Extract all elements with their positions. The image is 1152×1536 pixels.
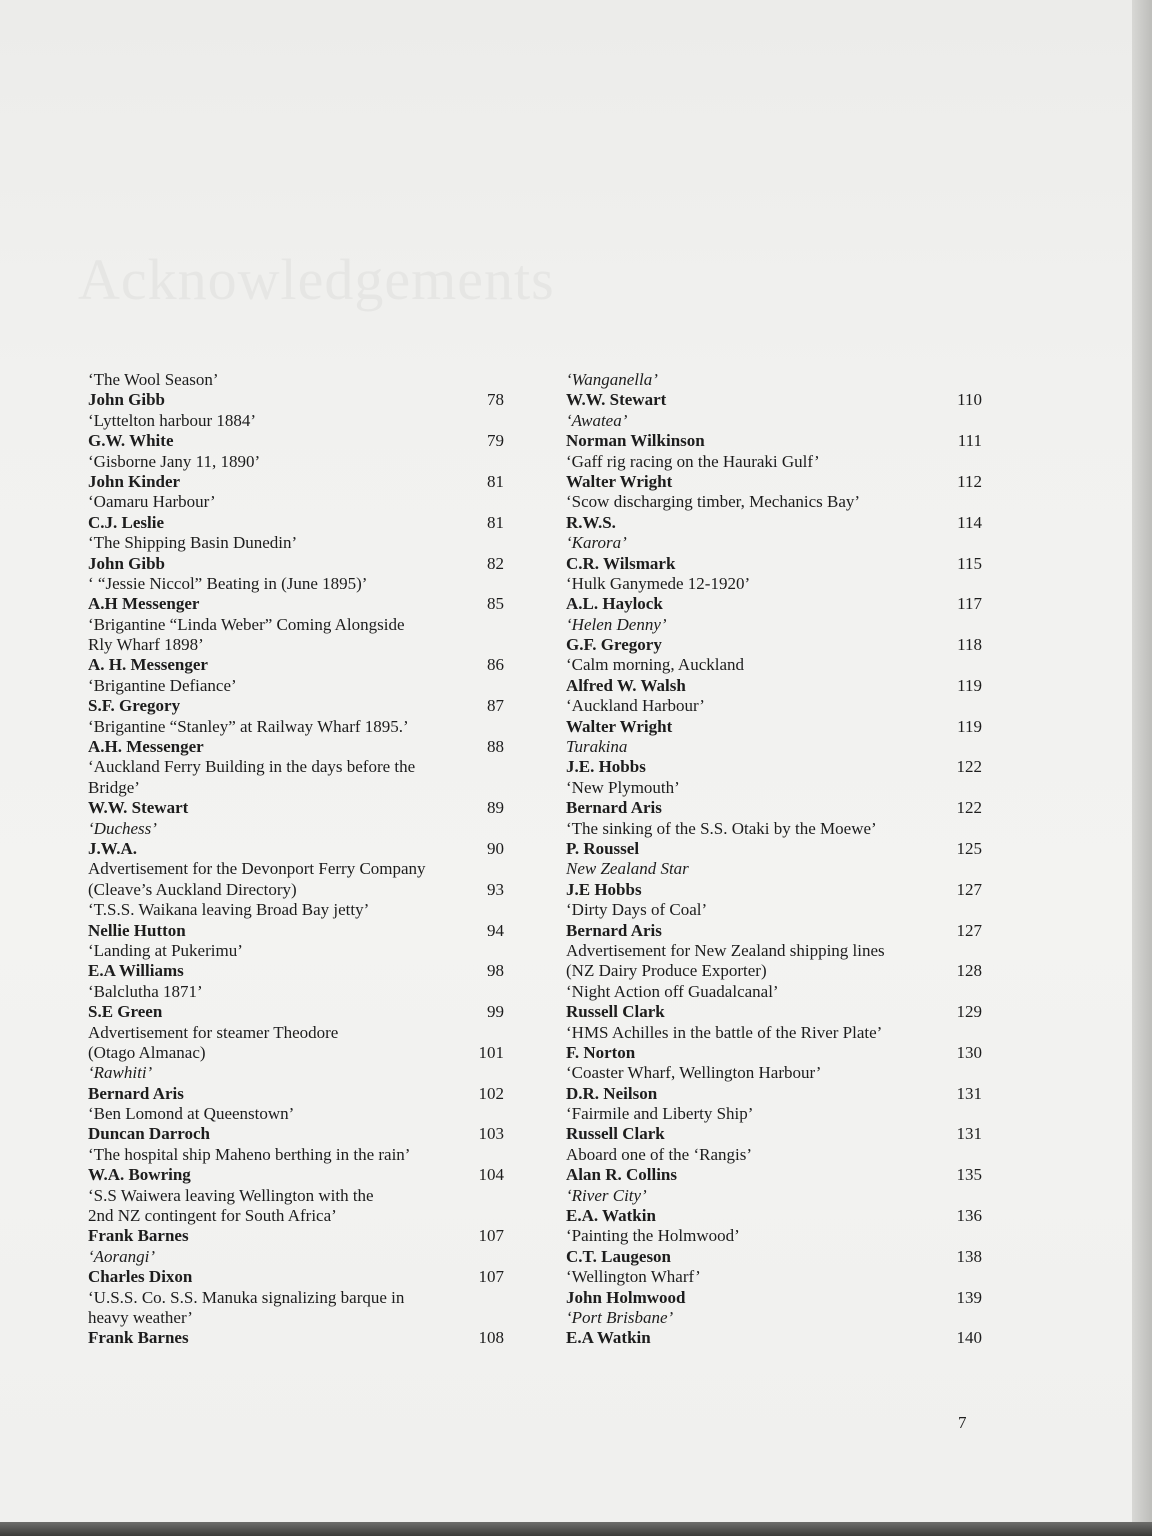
artwork-title-line — [88, 1247, 504, 1267]
artwork-title: ‘Scow discharging timber, Mechanics Bay’ — [566, 492, 861, 512]
artwork-title: ‘Auckland Ferry Building in the days before the — [88, 757, 416, 777]
artwork-title: ‘Aorangi’ — [88, 1246, 156, 1266]
page-edge-right — [1132, 0, 1152, 1536]
artist-credit-line — [88, 472, 504, 492]
artist-name: C.J. Leslie — [88, 512, 165, 532]
artwork-title-line — [566, 961, 982, 981]
artwork-title-line — [88, 1206, 504, 1226]
page-reference: 104 — [478, 1165, 504, 1185]
artist-credit-line — [566, 1288, 982, 1308]
page-reference: 127 — [956, 879, 982, 899]
artist-credit-line — [566, 431, 982, 451]
page-reference: 129 — [956, 1002, 982, 1022]
artwork-title: 2nd NZ contingent for South Africa’ — [88, 1206, 337, 1226]
page-reference: 119 — [957, 675, 982, 695]
artwork-title-line — [88, 615, 504, 635]
artwork-title-line — [566, 492, 982, 512]
artwork-title-line — [88, 1308, 504, 1328]
artwork-title-line — [88, 717, 504, 737]
artist-name: W.W. Stewart — [566, 390, 667, 410]
artwork-title-line — [88, 778, 504, 798]
page-reference: 86 — [487, 655, 504, 675]
artist-name: G.W. White — [88, 431, 174, 451]
artist-name: Charles Dixon — [88, 1267, 193, 1287]
artist-credit-line — [566, 839, 982, 859]
artist-name: F. Norton — [566, 1042, 636, 1062]
page-reference: 138 — [956, 1246, 982, 1266]
faded-heading: Acknowledgements — [78, 247, 555, 312]
artist-credit-line — [88, 1226, 504, 1246]
page-reference: 139 — [956, 1287, 982, 1307]
artist-name: Bernard Aris — [566, 920, 662, 940]
artist-name: Russell Clark — [566, 1002, 665, 1022]
artwork-title: ‘Oamaru Harbour’ — [88, 492, 216, 512]
artwork-title: ‘New Plymouth’ — [566, 777, 680, 797]
artist-name: R.W.S. — [566, 512, 616, 532]
artwork-title: ‘Auckland Harbour’ — [566, 696, 705, 716]
page-reference: 88 — [487, 737, 504, 757]
artwork-title: ‘Wellington Wharf’ — [566, 1267, 701, 1287]
artwork-title: ‘ “Jessie Niccol” Beating in (June 1895)’ — [88, 573, 368, 593]
artwork-title: ‘Wanganella’ — [566, 370, 658, 389]
artwork-title-line — [88, 819, 504, 839]
artist-name: Bernard Aris — [88, 1083, 184, 1103]
page-reference: 103 — [478, 1124, 504, 1144]
artwork-title-line — [88, 859, 504, 879]
artwork-title-line — [566, 574, 982, 594]
page-reference: 101 — [478, 1042, 504, 1062]
page-reference: 125 — [956, 838, 982, 858]
artwork-title: ‘T.S.S. Waikana leaving Broad Bay jetty’ — [88, 900, 370, 920]
artist-credit-line — [566, 1084, 982, 1104]
page-reference: 85 — [487, 594, 504, 614]
artist-name: Duncan Darroch — [88, 1124, 210, 1144]
artwork-title: ‘The Shipping Basin Dunedin’ — [88, 533, 298, 553]
artist-credit-line — [566, 1124, 982, 1144]
artist-name: John Gibb — [88, 553, 166, 573]
artist-credit-line — [88, 1002, 504, 1022]
artist-name: Russell Clark — [566, 1124, 665, 1144]
artwork-title-line — [566, 1104, 982, 1124]
artist-credit-line — [88, 431, 504, 451]
page-reference: 130 — [956, 1042, 982, 1062]
artist-credit-line — [88, 921, 504, 941]
page-reference: 90 — [487, 838, 504, 858]
artwork-title-line — [566, 778, 982, 798]
artist-name: P. Roussel — [566, 838, 640, 858]
artist-name: C.R. Wilsmark — [566, 553, 676, 573]
page-reference: 110 — [957, 390, 982, 410]
artwork-title-line — [566, 859, 982, 879]
artist-credit-line — [566, 757, 982, 777]
page-reference: 112 — [957, 471, 982, 491]
artwork-title: ‘Gisborne Jany 11, 1890’ — [88, 451, 261, 471]
artist-credit-line — [88, 1084, 504, 1104]
artist-name: J.W.A. — [88, 838, 137, 858]
artist-name: A.L. Haylock — [566, 594, 663, 614]
artwork-title: ‘Night Action off Guadalcanal’ — [566, 981, 779, 1001]
page-reference: 140 — [956, 1328, 982, 1348]
artist-credit-line — [88, 1328, 504, 1348]
artist-name: Alan R. Collins — [566, 1165, 677, 1185]
artist-name: E.A. Watkin — [566, 1206, 656, 1226]
artwork-title: ‘Brigantine “Stanley” at Railway Wharf 1895.’ — [88, 716, 409, 736]
artwork-title: ‘Dirty Days of Coal’ — [566, 900, 708, 920]
artist-credit-line — [566, 554, 982, 574]
artist-credit-line — [566, 676, 982, 696]
artist-credit-line — [566, 1002, 982, 1022]
artist-credit-line — [566, 880, 982, 900]
artwork-title: ‘Duchess’ — [88, 818, 157, 838]
page-reference: 131 — [956, 1083, 982, 1103]
artist-name: S.F. Gregory — [88, 696, 181, 716]
page-reference: 117 — [957, 594, 982, 614]
artwork-title: ‘S.S Waiwera leaving Wellington with the — [88, 1185, 374, 1205]
artwork-title: ‘Karora’ — [566, 533, 627, 553]
artist-credit-line — [88, 1267, 504, 1287]
page-reference: 122 — [956, 757, 982, 777]
artwork-title: ‘Hulk Ganymede 12-1920’ — [566, 573, 751, 593]
artist-name: Walter Wright — [566, 471, 673, 491]
artist-name: John Kinder — [88, 471, 181, 491]
artwork-title: New Zealand Star — [566, 859, 689, 879]
artist-credit-line — [88, 696, 504, 716]
page-reference: 94 — [487, 920, 504, 940]
artist-name: J.E. Hobbs — [566, 757, 646, 777]
artwork-title-line — [88, 411, 504, 431]
page-reference: 127 — [956, 920, 982, 940]
artwork-title-line — [88, 1023, 504, 1043]
credits-column-left — [88, 370, 504, 1349]
artwork-title: ‘Landing at Pukerimu’ — [88, 940, 243, 960]
artwork-title-line — [88, 900, 504, 920]
artist-credit-line — [88, 1124, 504, 1144]
artist-name: W.A. Bowring — [88, 1165, 191, 1185]
page-reference: 81 — [487, 471, 504, 491]
artwork-title: ‘Painting the Holmwood’ — [566, 1226, 740, 1246]
artwork-title-line — [566, 370, 982, 390]
artist-name: E.A Watkin — [566, 1328, 651, 1348]
artist-name: Frank Barnes — [88, 1328, 189, 1348]
artwork-title-line — [88, 1043, 504, 1063]
artwork-title-line — [88, 1288, 504, 1308]
artist-credit-line — [566, 635, 982, 655]
artist-credit-line — [566, 798, 982, 818]
page-reference: 107 — [478, 1267, 504, 1287]
artwork-title-line — [566, 1186, 982, 1206]
artwork-title-line — [566, 1308, 982, 1328]
artwork-title-line — [566, 655, 982, 675]
artwork-title-line — [88, 635, 504, 655]
artist-name: S.E Green — [88, 1002, 163, 1022]
artwork-title-line — [88, 1145, 504, 1165]
artist-name: John Holmwood — [566, 1287, 686, 1307]
artist-name: Frank Barnes — [88, 1226, 189, 1246]
artwork-title-line — [88, 982, 504, 1002]
artist-credit-line — [566, 594, 982, 614]
artist-credit-line — [88, 655, 504, 675]
artwork-title-line — [88, 492, 504, 512]
artist-name: J.E Hobbs — [566, 879, 642, 899]
artwork-title-line — [566, 1226, 982, 1246]
page-reference: 115 — [957, 553, 982, 573]
artist-credit-line — [566, 472, 982, 492]
artwork-title-line — [566, 819, 982, 839]
artist-credit-line — [88, 554, 504, 574]
artwork-title: ‘Balclutha 1871’ — [88, 981, 203, 1001]
artwork-title: ‘The hospital ship Maheno berthing in the rain’ — [88, 1144, 411, 1164]
artwork-title-line — [88, 880, 504, 900]
page-edge-bottom — [0, 1522, 1152, 1536]
artwork-title-line — [566, 1145, 982, 1165]
artwork-title-line — [566, 452, 982, 472]
page-reference: 78 — [487, 390, 504, 410]
artwork-title: ‘HMS Achilles in the battle of the River Plate’ — [566, 1022, 883, 1042]
page-reference: 99 — [487, 1002, 504, 1022]
artwork-title-line — [88, 452, 504, 472]
artist-name: W.W. Stewart — [88, 798, 189, 818]
artist-name: A. H. Messenger — [88, 655, 208, 675]
page-reference: 79 — [487, 431, 504, 451]
artist-credit-line — [566, 1328, 982, 1348]
artwork-title: ‘Brigantine “Linda Weber” Coming Alongside — [88, 614, 405, 634]
page-reference: 89 — [487, 798, 504, 818]
artwork-title: ‘Calm morning, Auckland — [566, 655, 745, 675]
artist-name: Alfred W. Walsh — [566, 675, 686, 695]
artwork-title: Bridge’ — [88, 777, 140, 797]
artwork-title: Advertisement for New Zealand shipping lines — [566, 940, 885, 960]
artist-credit-line — [88, 1165, 504, 1185]
artist-credit-line — [566, 717, 982, 737]
page-reference: 111 — [957, 431, 982, 451]
artist-name: Walter Wright — [566, 716, 673, 736]
artist-name: E.A Williams — [88, 961, 184, 981]
artwork-title-line — [88, 370, 504, 390]
artist-credit-line — [566, 513, 982, 533]
artist-name: G.F. Gregory — [566, 635, 662, 655]
artwork-title-line — [88, 676, 504, 696]
artwork-title: ‘U.S.S. Co. S.S. Manuka signalizing barque in — [88, 1287, 405, 1307]
artwork-title: Advertisement for the Devonport Ferry Company — [88, 859, 426, 879]
artwork-title-line — [88, 941, 504, 961]
artist-name: D.R. Neilson — [566, 1083, 658, 1103]
artist-name: C.T. Laugeson — [566, 1246, 672, 1266]
artwork-title: ‘The Wool Season’ — [88, 370, 219, 389]
artwork-title: (Cleave’s Auckland Directory) — [88, 879, 297, 899]
artwork-title-line — [88, 533, 504, 553]
artwork-title-line — [566, 982, 982, 1002]
artist-credit-line — [88, 839, 504, 859]
page-reference: 98 — [487, 961, 504, 981]
artwork-title-line — [566, 1023, 982, 1043]
artist-credit-line — [88, 798, 504, 818]
artwork-title: heavy weather’ — [88, 1307, 193, 1327]
artwork-title-line — [566, 941, 982, 961]
artist-credit-line — [88, 594, 504, 614]
artist-credit-line — [88, 390, 504, 410]
artwork-title-line — [566, 696, 982, 716]
artist-credit-line — [566, 390, 982, 410]
artwork-title: ‘River City’ — [566, 1185, 647, 1205]
credits-column-right — [566, 370, 982, 1349]
artwork-title-line — [88, 574, 504, 594]
artwork-title: Aboard one of the ‘Rangis’ — [566, 1144, 753, 1164]
page-reference: 135 — [956, 1165, 982, 1185]
artwork-title: ‘Coaster Wharf, Wellington Harbour’ — [566, 1063, 822, 1083]
artwork-title: ‘Port Brisbane’ — [566, 1307, 674, 1327]
page-number: 7 — [958, 1413, 967, 1432]
artwork-title: ‘The sinking of the S.S. Otaki by the Moewe’ — [566, 818, 877, 838]
artwork-title-line — [566, 1063, 982, 1083]
artwork-title: Turakina — [566, 737, 628, 757]
artwork-title-line — [566, 1267, 982, 1287]
artwork-title-line — [566, 615, 982, 635]
page-reference: 118 — [957, 635, 982, 655]
page-reference: 128 — [956, 961, 982, 981]
artwork-title: Advertisement for steamer Theodore — [88, 1022, 339, 1042]
page-reference: 131 — [956, 1124, 982, 1144]
artist-credit-line — [566, 1043, 982, 1063]
artist-credit-line — [566, 1206, 982, 1226]
artist-name: A.H. Messenger — [88, 737, 204, 757]
page-reference: 119 — [957, 716, 982, 736]
page-reference: 82 — [487, 553, 504, 573]
page-reference: 81 — [487, 512, 504, 532]
artwork-title-line — [566, 411, 982, 431]
artwork-title: ‘Brigantine Defiance’ — [88, 675, 237, 695]
page-reference: 87 — [487, 696, 504, 716]
artwork-title: ‘Gaff rig racing on the Hauraki Gulf’ — [566, 451, 820, 471]
artwork-title-line — [566, 737, 982, 757]
artwork-title: ‘Awatea’ — [566, 410, 628, 430]
artist-credit-line — [88, 737, 504, 757]
artist-name: Nellie Hutton — [88, 920, 186, 940]
page-reference: 136 — [956, 1206, 982, 1226]
artwork-title-line — [88, 757, 504, 777]
artwork-title-line — [88, 1063, 504, 1083]
artist-name: Bernard Aris — [566, 798, 662, 818]
artwork-title-line — [566, 900, 982, 920]
artist-credit-line — [88, 513, 504, 533]
page-reference: 108 — [478, 1328, 504, 1348]
page-reference: 93 — [487, 879, 504, 899]
artist-name: John Gibb — [88, 390, 166, 410]
artwork-title: (NZ Dairy Produce Exporter) — [566, 961, 767, 981]
page-reference: 114 — [957, 512, 982, 532]
artwork-title: (Otago Almanac) — [88, 1042, 206, 1062]
artist-credit-line — [566, 1165, 982, 1185]
artwork-title: ‘Rawhiti’ — [88, 1063, 153, 1083]
artwork-title-line — [88, 1186, 504, 1206]
artwork-title: ‘Helen Denny’ — [566, 614, 667, 634]
artwork-title: Rly Wharf 1898’ — [88, 635, 204, 655]
artwork-title-line — [88, 1104, 504, 1124]
artwork-title: ‘Lyttelton harbour 1884’ — [88, 410, 257, 430]
artwork-title-line — [566, 533, 982, 553]
artist-name: A.H Messenger — [88, 594, 200, 614]
artist-credit-line — [88, 961, 504, 981]
artist-credit-line — [566, 1247, 982, 1267]
artwork-title: ‘Ben Lomond at Queenstown’ — [88, 1104, 295, 1124]
page-reference: 122 — [956, 798, 982, 818]
artwork-title: ‘Fairmile and Liberty Ship’ — [566, 1104, 754, 1124]
page-reference: 102 — [478, 1083, 504, 1103]
artist-name: Norman Wilkinson — [566, 431, 705, 451]
artist-credit-line — [566, 921, 982, 941]
page-reference: 107 — [478, 1226, 504, 1246]
